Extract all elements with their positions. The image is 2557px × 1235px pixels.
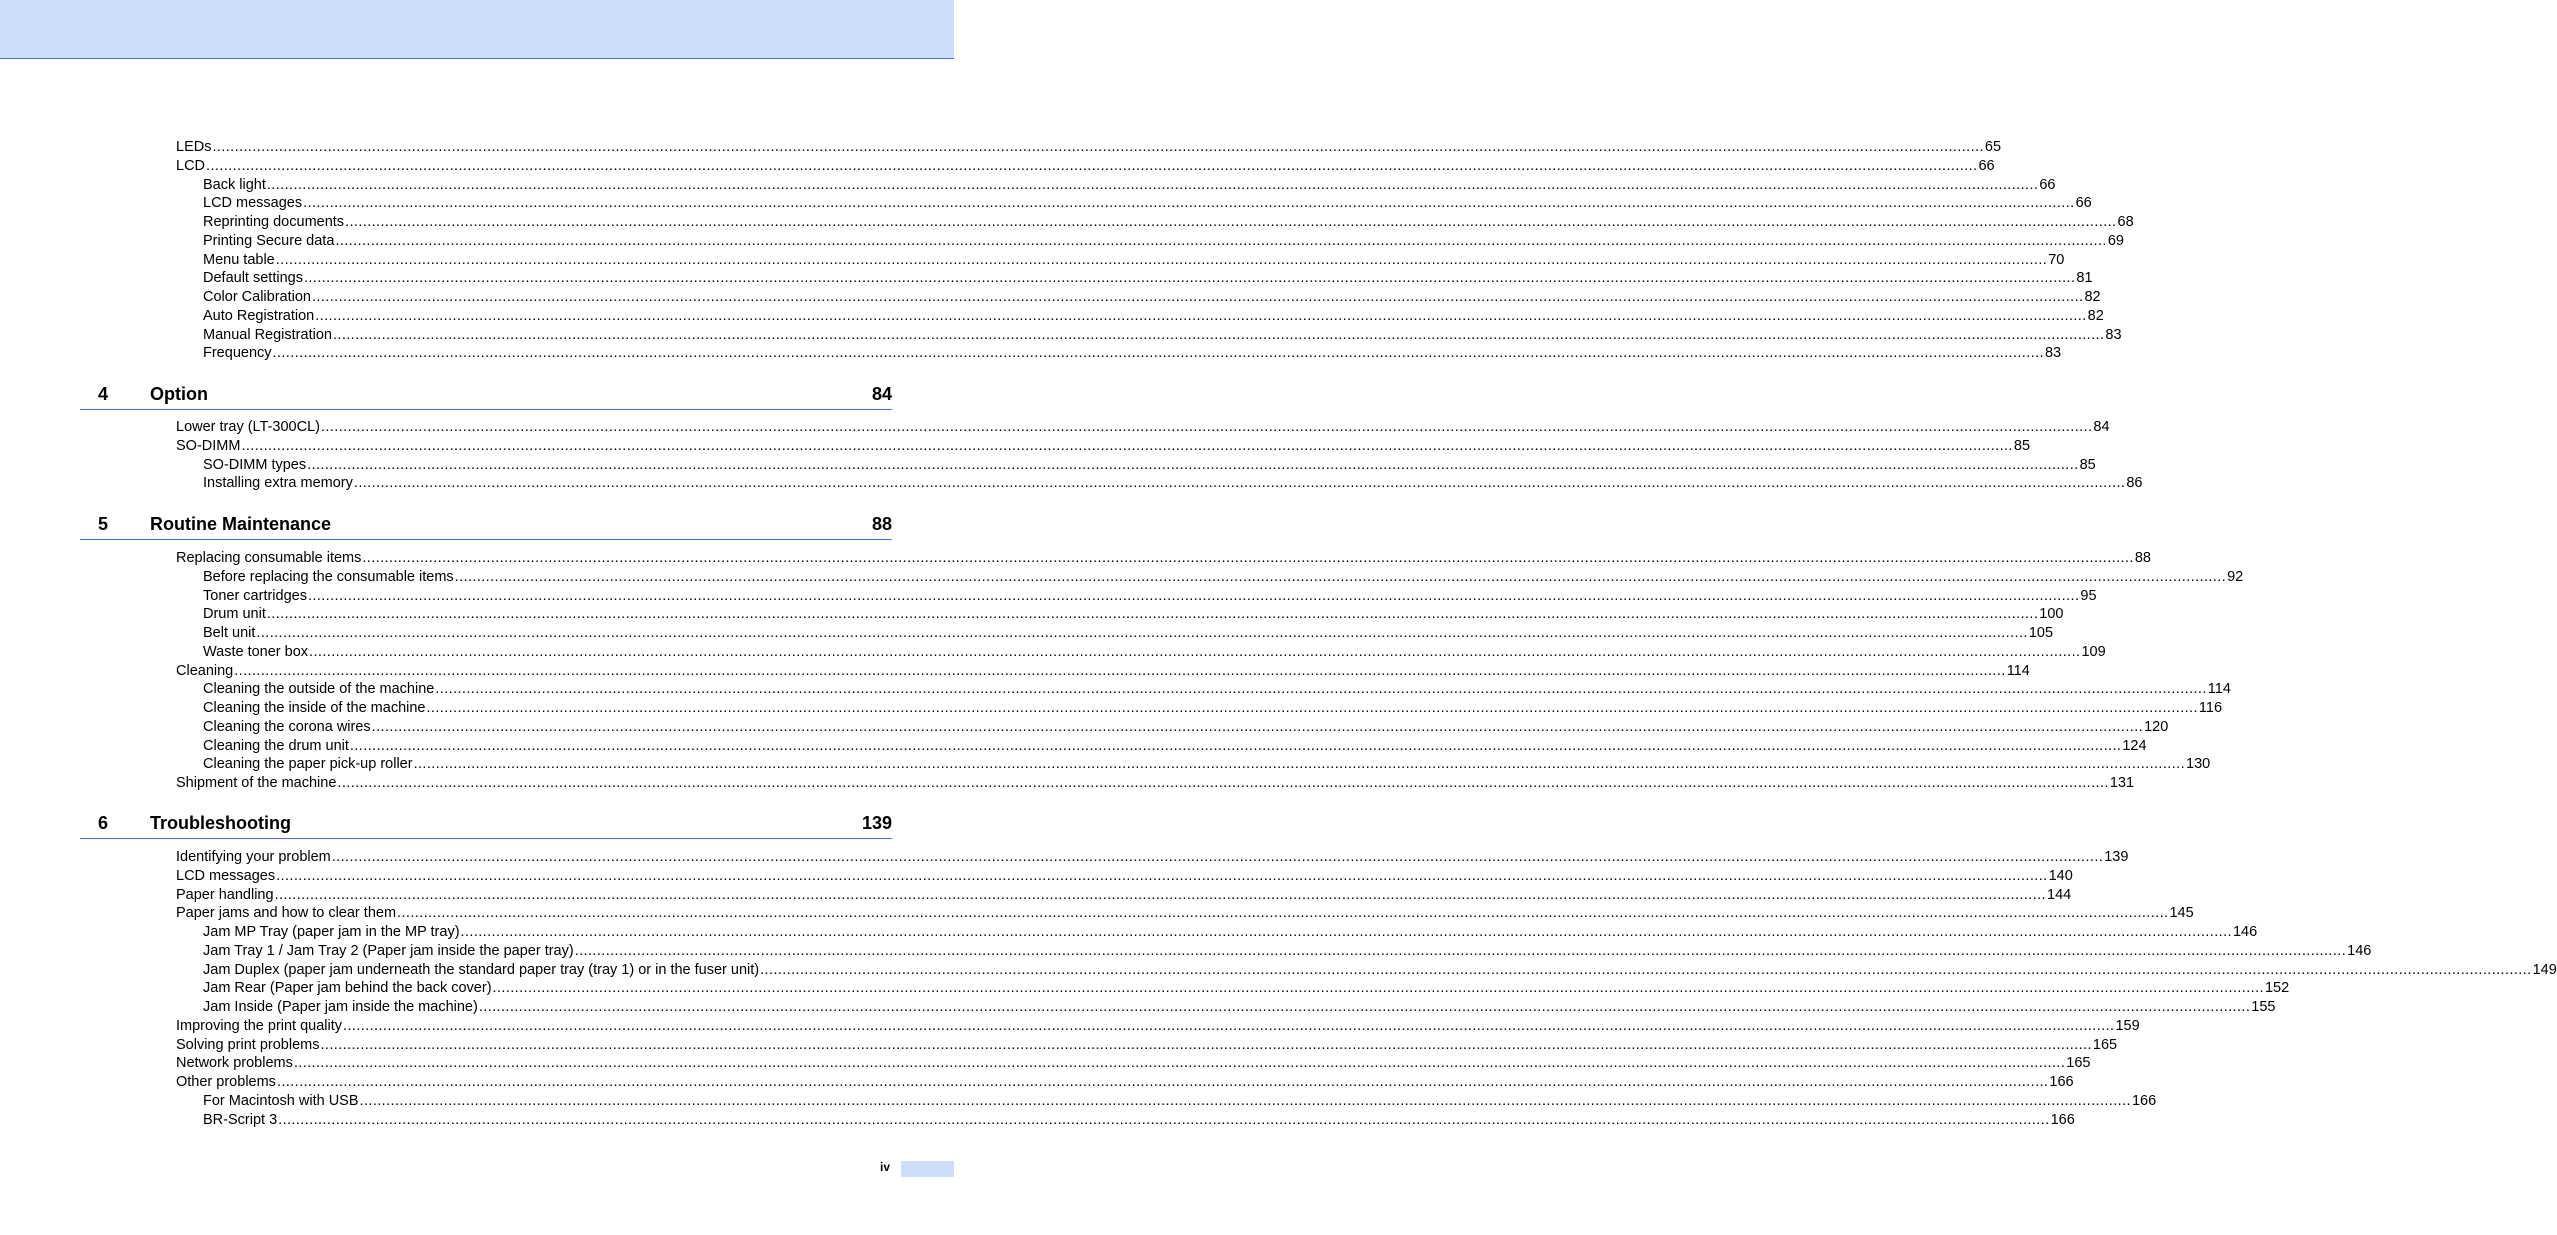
toc-entry-title: Jam MP Tray (paper jam in the MP tray) <box>203 924 460 940</box>
page-tab <box>901 1161 954 1177</box>
dot-leader: ................................................................................................................................................................................................................................................................................................................................................................................................................ <box>307 456 2079 473</box>
toc-entry-page: 166 <box>2050 1111 2075 1128</box>
dot-leader: ................................................................................................................................................................................................................................................................................................................................................................................................................ <box>320 419 2093 435</box>
chapter-number: 6 <box>98 813 109 833</box>
header-band <box>0 0 954 59</box>
dot-leader: ................................................................................................................................................................................................................................................................................................................................................................................................................ <box>234 662 2006 679</box>
toc-entry[interactable] <box>176 156 1995 175</box>
dot-leader: ................................................................................................................................................................................................................................................................................................................................................................................................................ <box>241 437 2013 454</box>
toc-entry-page: 66 <box>2075 195 2092 212</box>
toc-entry-page: 109 <box>2081 643 2106 660</box>
toc-entry-title: Cleaning the outside of the machine <box>203 681 435 698</box>
toc-entry[interactable] <box>176 885 2072 904</box>
toc-subentry[interactable] <box>203 978 2290 997</box>
toc-entry-page: 165 <box>2092 1036 2118 1053</box>
toc-subentry[interactable] <box>203 250 2065 269</box>
toc-subentry[interactable] <box>203 997 2276 1016</box>
dot-leader: ................................................................................................................................................................................................................................................................................................................................................................................................................ <box>349 737 2122 754</box>
toc-entry-page: 165 <box>2066 1055 2091 1072</box>
dot-leader: ................................................................................................................................................................................................................................................................................................................................................................................................................ <box>275 251 2048 268</box>
toc-entry-title: For Macintosh with USB <box>203 1092 359 1109</box>
dot-leader: ................................................................................................................................................................................................................................................................................................................................................................................................................ <box>272 345 2044 362</box>
toc-entry-page: 131 <box>2109 775 2135 791</box>
toc-subentry[interactable] <box>203 642 2106 661</box>
dot-leader: ................................................................................................................................................................................................................................................................................................................................................................................................................ <box>276 1074 2049 1090</box>
toc-entry[interactable] <box>176 1072 2074 1091</box>
dot-leader: ................................................................................................................................................................................................................................................................................................................................................................................................................ <box>478 999 2251 1015</box>
toc-entry-title: Waste toner box <box>203 643 309 660</box>
toc-entry-title: LCD messages <box>203 195 303 212</box>
toc-entry-title: LCD messages <box>176 867 276 884</box>
toc-entry-page: 84 <box>2093 419 2110 435</box>
dot-leader: ................................................................................................................................................................................................................................................................................................................................................................................................................ <box>359 1092 2131 1109</box>
toc-entry[interactable] <box>176 661 2030 680</box>
toc-entry-page: 86 <box>2126 475 2143 492</box>
toc-entry-page: 124 <box>2122 737 2147 754</box>
toc-entry-page: 152 <box>2264 980 2290 997</box>
toc-subentry[interactable] <box>203 455 2096 474</box>
toc-entry-page: 100 <box>2039 606 2064 623</box>
toc-entry-title: SO-DIMM types <box>203 456 307 473</box>
toc-subentry[interactable] <box>203 175 2056 194</box>
toc-subentry[interactable] <box>203 922 2258 941</box>
toc-entry-title: Network problems <box>176 1055 293 1072</box>
toc-entry[interactable] <box>176 847 2129 866</box>
dot-leader: ................................................................................................................................................................................................................................................................................................................................................................................................................ <box>331 849 2104 865</box>
toc-entry-title: Replacing consumable items <box>176 550 362 566</box>
dot-leader: ................................................................................................................................................................................................................................................................................................................................................................................................................ <box>320 1036 2092 1053</box>
dot-leader: ................................................................................................................................................................................................................................................................................................................................................................................................................ <box>266 176 2039 193</box>
toc-entry-title: Cleaning the paper pick-up roller <box>203 756 413 773</box>
toc-entry-title: Lower tray (LT-300CL) <box>176 419 320 435</box>
toc-entry-page: 92 <box>2227 568 2244 585</box>
toc-entry[interactable] <box>176 866 2073 885</box>
dot-leader: ................................................................................................................................................................................................................................................................................................................................................................................................................ <box>337 775 2109 791</box>
toc-entry-title: Other problems <box>176 1074 276 1090</box>
toc-entry-title: Default settings <box>203 270 303 287</box>
toc-entry-title: Back light <box>203 176 266 193</box>
toc-entry-page: 83 <box>2044 345 2062 362</box>
chapter-page: 88 <box>871 514 892 534</box>
toc-subentry[interactable] <box>203 698 2223 717</box>
dot-leader: ................................................................................................................................................................................................................................................................................................................................................................................................................ <box>266 606 2039 623</box>
chapter-page: 139 <box>861 813 892 833</box>
toc-subentry[interactable] <box>203 287 2101 306</box>
dot-leader: ................................................................................................................................................................................................................................................................................................................................................................................................................ <box>454 568 2227 585</box>
toc-subentry[interactable] <box>203 325 2122 344</box>
toc-entry-page: 82 <box>2084 289 2101 305</box>
toc-entry-page: 69 <box>2107 232 2124 249</box>
dot-leader: ................................................................................................................................................................................................................................................................................................................................................................................................................ <box>278 1111 2050 1128</box>
toc-entry-page: 130 <box>2186 756 2211 773</box>
toc-subentry[interactable] <box>203 623 2054 642</box>
toc-entry[interactable] <box>176 548 2151 567</box>
toc-entry[interactable] <box>176 1016 2140 1035</box>
toc-entry-title: Cleaning the inside of the machine <box>203 700 426 716</box>
toc-entry-page: 114 <box>2207 681 2231 698</box>
toc-entry-title: Shipment of the machine <box>176 775 337 791</box>
toc-subentry[interactable] <box>203 1110 2075 1129</box>
toc-subentry[interactable] <box>203 586 2097 605</box>
toc-entry-title: Menu table <box>203 251 275 268</box>
toc-entry-title: Cleaning the corona wires <box>203 718 371 735</box>
toc-entry-title: Frequency <box>203 345 272 362</box>
toc-subentry[interactable] <box>203 960 2557 979</box>
toc-entry-page: 166 <box>2049 1074 2074 1090</box>
toc-subentry[interactable] <box>203 193 2092 212</box>
toc-subentry[interactable] <box>203 343 2062 362</box>
dot-leader: ................................................................................................................................................................................................................................................................................................................................................................................................................ <box>426 700 2198 716</box>
chapter-title: Routine Maintenance <box>150 514 332 534</box>
chapter-heading[interactable] <box>80 381 892 410</box>
dot-leader: ................................................................................................................................................................................................................................................................................................................................................................................................................ <box>435 681 2207 698</box>
toc-entry-title: Jam Rear (Paper jam behind the back cover) <box>203 980 492 997</box>
toc-entry-page: 155 <box>2251 999 2276 1015</box>
toc-entry-page: 95 <box>2080 587 2097 604</box>
toc-entry-page: 116 <box>2198 700 2223 716</box>
dot-leader: ................................................................................................................................................................................................................................................................................................................................................................................................................ <box>574 942 2347 959</box>
toc-entry-title: BR-Script 3 <box>203 1111 278 1128</box>
toc-entry[interactable] <box>176 436 2031 455</box>
toc-entry-page: 68 <box>2117 214 2134 230</box>
toc-entry-page: 85 <box>2013 437 2031 454</box>
toc-subentry[interactable] <box>203 604 2064 623</box>
toc-entry-page: 146 <box>2232 924 2258 940</box>
chapter-title: Troubleshooting <box>150 813 291 833</box>
toc-subentry[interactable] <box>203 1091 2157 1110</box>
toc-entry-page: 146 <box>2347 942 2372 959</box>
dot-leader: ................................................................................................................................................................................................................................................................................................................................................................................................................ <box>460 924 2232 940</box>
toc-entry-title: Belt unit <box>203 625 256 641</box>
chapter-number: 4 <box>98 384 109 404</box>
toc-subentry[interactable] <box>203 212 2134 231</box>
dot-leader: ................................................................................................................................................................................................................................................................................................................................................................................................................ <box>492 980 2264 997</box>
toc-entry-title: Paper jams and how to clear them <box>176 905 397 922</box>
toc-entry[interactable] <box>176 903 2194 922</box>
dot-leader: ................................................................................................................................................................................................................................................................................................................................................................................................................ <box>293 1055 2066 1072</box>
toc-entry-page: 65 <box>1984 139 2002 155</box>
toc-subentry[interactable] <box>203 231 2124 250</box>
toc-entry-page: 85 <box>2079 456 2096 473</box>
dot-leader: ................................................................................................................................................................................................................................................................................................................................................................................................................ <box>332 326 2105 343</box>
dot-leader: ................................................................................................................................................................................................................................................................................................................................................................................................................ <box>335 232 2107 249</box>
toc-subentry[interactable] <box>203 717 2169 736</box>
toc-entry-title: Jam Tray 1 / Jam Tray 2 (Paper jam inside the paper tray) <box>203 942 574 959</box>
chapter-title: Option <box>150 384 208 404</box>
dot-leader: ................................................................................................................................................................................................................................................................................................................................................................................................................ <box>206 157 1978 174</box>
toc-entry-title: SO-DIMM <box>176 437 241 454</box>
toc-entry-title: Printing Secure data <box>203 232 335 249</box>
toc-entry-title: Cleaning <box>176 662 234 679</box>
toc-subentry[interactable] <box>203 736 2147 755</box>
toc-entry-title: Jam Duplex (paper jam underneath the standard paper tray (tray 1) or in the fuser unit) <box>203 961 760 978</box>
toc-entry-title: Before replacing the consumable items <box>203 568 454 585</box>
toc-entry-page: 144 <box>2047 886 2072 903</box>
toc-entry-page: 81 <box>2076 270 2093 287</box>
dot-leader: ................................................................................................................................................................................................................................................................................................................................................................................................................ <box>256 625 2028 641</box>
dot-leader: ................................................................................................................................................................................................................................................................................................................................................................................................................ <box>212 139 1984 155</box>
toc-entry-page: 66 <box>2039 176 2056 193</box>
dot-leader: ................................................................................................................................................................................................................................................................................................................................................................................................................ <box>760 961 2532 978</box>
toc-entry-title: Toner cartridges <box>203 587 307 604</box>
toc-entry-page: 105 <box>2028 625 2054 641</box>
dot-leader: ................................................................................................................................................................................................................................................................................................................................................................................................................ <box>343 1017 2115 1034</box>
dot-leader: ................................................................................................................................................................................................................................................................................................................................................................................................................ <box>276 867 2048 884</box>
toc-entry[interactable] <box>176 1035 2118 1054</box>
toc-entry-page: 83 <box>2105 326 2122 343</box>
toc-subentry[interactable] <box>203 473 2143 492</box>
toc-entry-title: Auto Registration <box>203 307 315 324</box>
toc-entry-title: Color Calibration <box>203 289 311 305</box>
toc-subentry[interactable] <box>203 679 2231 698</box>
toc-entry-title: Manual Registration <box>203 326 332 343</box>
dot-leader: ................................................................................................................................................................................................................................................................................................................................................................................................................ <box>413 756 2186 773</box>
toc-entry-title: Solving print problems <box>176 1036 320 1053</box>
dot-leader: ................................................................................................................................................................................................................................................................................................................................................................................................................ <box>397 905 2169 922</box>
toc-entry-page: 166 <box>2131 1092 2157 1109</box>
toc-entry-title: Jam Inside (Paper jam inside the machine) <box>203 999 478 1015</box>
toc-subentry[interactable] <box>203 941 2372 960</box>
chapter-number: 5 <box>98 514 109 534</box>
toc-subentry[interactable] <box>203 268 2093 287</box>
toc-entry[interactable] <box>176 773 2135 792</box>
dot-leader: ................................................................................................................................................................................................................................................................................................................................................................................................................ <box>315 307 2087 324</box>
dot-leader: ................................................................................................................................................................................................................................................................................................................................................................................................................ <box>307 587 2080 604</box>
toc-entry[interactable] <box>176 417 2110 436</box>
toc-entry-title: Improving the print quality <box>176 1017 343 1034</box>
toc-entry-page: 120 <box>2144 718 2169 735</box>
toc-entry-title: Reprinting documents <box>203 214 345 230</box>
toc-entry[interactable] <box>176 1053 2091 1072</box>
chapter-heading[interactable] <box>80 810 892 839</box>
toc-entry-title: Cleaning the drum unit <box>203 737 349 754</box>
dot-leader: ................................................................................................................................................................................................................................................................................................................................................................................................................ <box>309 643 2081 660</box>
dot-leader: ................................................................................................................................................................................................................................................................................................................................................................................................................ <box>312 289 2084 305</box>
toc-entry-title: Paper handling <box>176 886 274 903</box>
toc-entry-page: 70 <box>2048 251 2065 268</box>
toc-entry-title: LEDs <box>176 139 212 155</box>
toc-entry-title: LCD <box>176 157 206 174</box>
toc-subentry[interactable] <box>203 567 2244 586</box>
toc-entry-page: 82 <box>2087 307 2104 324</box>
toc-entry-page: 88 <box>2134 550 2151 566</box>
dot-leader: ................................................................................................................................................................................................................................................................................................................................................................................................................ <box>362 550 2134 566</box>
toc-entry-title: Drum unit <box>203 606 266 623</box>
toc-entry-page: 159 <box>2115 1017 2140 1034</box>
toc-subentry[interactable] <box>203 306 2104 325</box>
toc-entry-page: 140 <box>2048 867 2073 884</box>
toc-entry-title: Identifying your problem <box>176 849 331 865</box>
dot-leader: ................................................................................................................................................................................................................................................................................................................................................................................................................ <box>303 195 2075 212</box>
dot-leader: ................................................................................................................................................................................................................................................................................................................................................................................................................ <box>274 886 2046 903</box>
toc-subentry[interactable] <box>203 754 2211 773</box>
toc-entry-page: 114 <box>2006 662 2030 679</box>
toc-entry-page: 139 <box>2104 849 2129 865</box>
toc-entry[interactable] <box>176 137 2002 156</box>
toc-entry-page: 145 <box>2169 905 2194 922</box>
toc-entry-page: 66 <box>1978 157 1995 174</box>
toc-entry-title: Installing extra memory <box>203 475 353 492</box>
dot-leader: ................................................................................................................................................................................................................................................................................................................................................................................................................ <box>371 718 2144 735</box>
dot-leader: ................................................................................................................................................................................................................................................................................................................................................................................................................ <box>353 475 2126 492</box>
chapter-page: 84 <box>871 384 892 404</box>
page-number: iv <box>880 1160 891 1174</box>
toc-entry-page: 149 <box>2532 961 2557 978</box>
dot-leader: ................................................................................................................................................................................................................................................................................................................................................................................................................ <box>345 214 2117 230</box>
dot-leader: ................................................................................................................................................................................................................................................................................................................................................................................................................ <box>303 270 2076 287</box>
chapter-heading[interactable] <box>80 511 892 540</box>
